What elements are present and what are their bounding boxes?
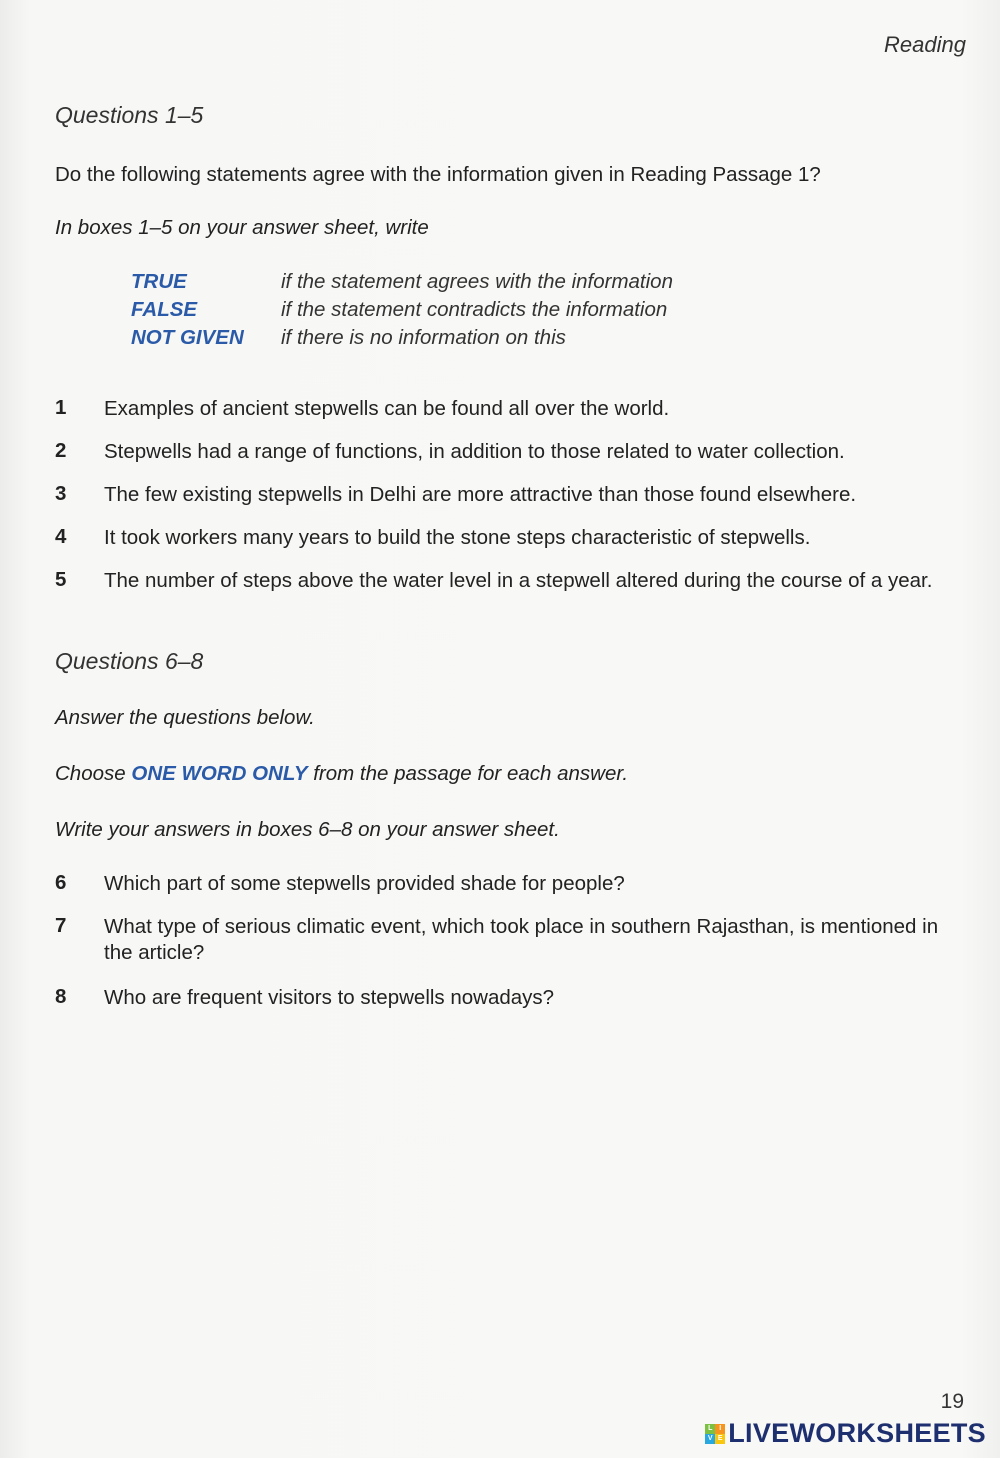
section2-instruction: Answer the questions below. — [55, 706, 315, 729]
section1-sub-instruction: In boxes 1–5 on your answer sheet, write — [55, 216, 429, 239]
question-number: 6 — [55, 871, 67, 894]
section-title-6-8: Questions 6–8 — [55, 648, 204, 674]
choose-prefix: Choose — [55, 762, 126, 785]
question-number: 8 — [55, 985, 67, 1008]
question-text: The number of steps above the water level in a stepwell altered during the course of a year. — [104, 569, 933, 592]
question-7 — [55, 914, 964, 966]
question-number: 4 — [55, 525, 67, 548]
liveworksheets-logo[interactable] — [705, 1418, 986, 1449]
question-text: Stepwells had a range of functions, in addition to those related to water collection. — [104, 440, 845, 463]
word-limit-emphasis: ONE WORD ONLY — [131, 762, 308, 785]
logo-mark-letter: V — [705, 1434, 715, 1444]
key-description: if there is no information on this — [281, 326, 566, 349]
question-text: What type of serious climatic event, which took place in southern Rajasthan, is mentioned in the article? — [104, 915, 939, 964]
section2-choose-instruction — [55, 762, 628, 786]
question-text: Examples of ancient stepwells can be found all over the world. — [104, 397, 670, 420]
question-text: The few existing stepwells in Delhi are more attractive than those found elsewhere. — [104, 483, 857, 506]
question-number: 3 — [55, 482, 67, 505]
key-description: if the statement agrees with the information — [281, 270, 673, 293]
question-1 — [55, 396, 964, 422]
question-3 — [55, 482, 964, 508]
question-text: Which part of some stepwells provided shade for people? — [104, 872, 625, 895]
key-term: NOT GIVEN — [131, 326, 244, 349]
question-4 — [55, 525, 964, 551]
choose-suffix: from the passage for each answer. — [313, 762, 629, 785]
logo-mark-letter: L — [705, 1424, 715, 1434]
key-description: if the statement contradicts the information — [281, 298, 668, 321]
logo-mark-letter: I — [715, 1424, 725, 1434]
question-number: 7 — [55, 914, 67, 937]
page-number: 19 — [940, 1390, 964, 1413]
question-text: Who are frequent visitors to stepwells nowadays? — [104, 986, 555, 1009]
liveworksheets-logo-icon — [705, 1424, 725, 1444]
answer-key-row-not-given — [131, 326, 566, 350]
section-title-1-5: Questions 1–5 — [55, 102, 204, 128]
question-6 — [55, 871, 964, 897]
question-number: 5 — [55, 568, 67, 591]
question-5 — [55, 568, 964, 594]
question-8 — [55, 985, 964, 1011]
question-number: 2 — [55, 439, 67, 462]
logo-text: LIVEWORKSHEETS — [728, 1418, 986, 1448]
answer-key-row-false — [131, 298, 667, 322]
logo-mark-letter: E — [715, 1434, 725, 1444]
question-2 — [55, 439, 964, 465]
question-text: It took workers many years to build the stone steps characteristic of stepwells. — [104, 526, 811, 549]
key-term: TRUE — [131, 270, 187, 293]
section2-write-instruction: Write your answers in boxes 6–8 on your answer sheet. — [55, 818, 560, 841]
section1-instruction: Do the following statements agree with the information given in Reading Passage 1? — [55, 163, 821, 186]
question-number: 1 — [55, 396, 67, 419]
key-term: FALSE — [131, 298, 198, 321]
answer-key-row-true — [131, 270, 673, 294]
running-head: Reading — [884, 32, 966, 57]
